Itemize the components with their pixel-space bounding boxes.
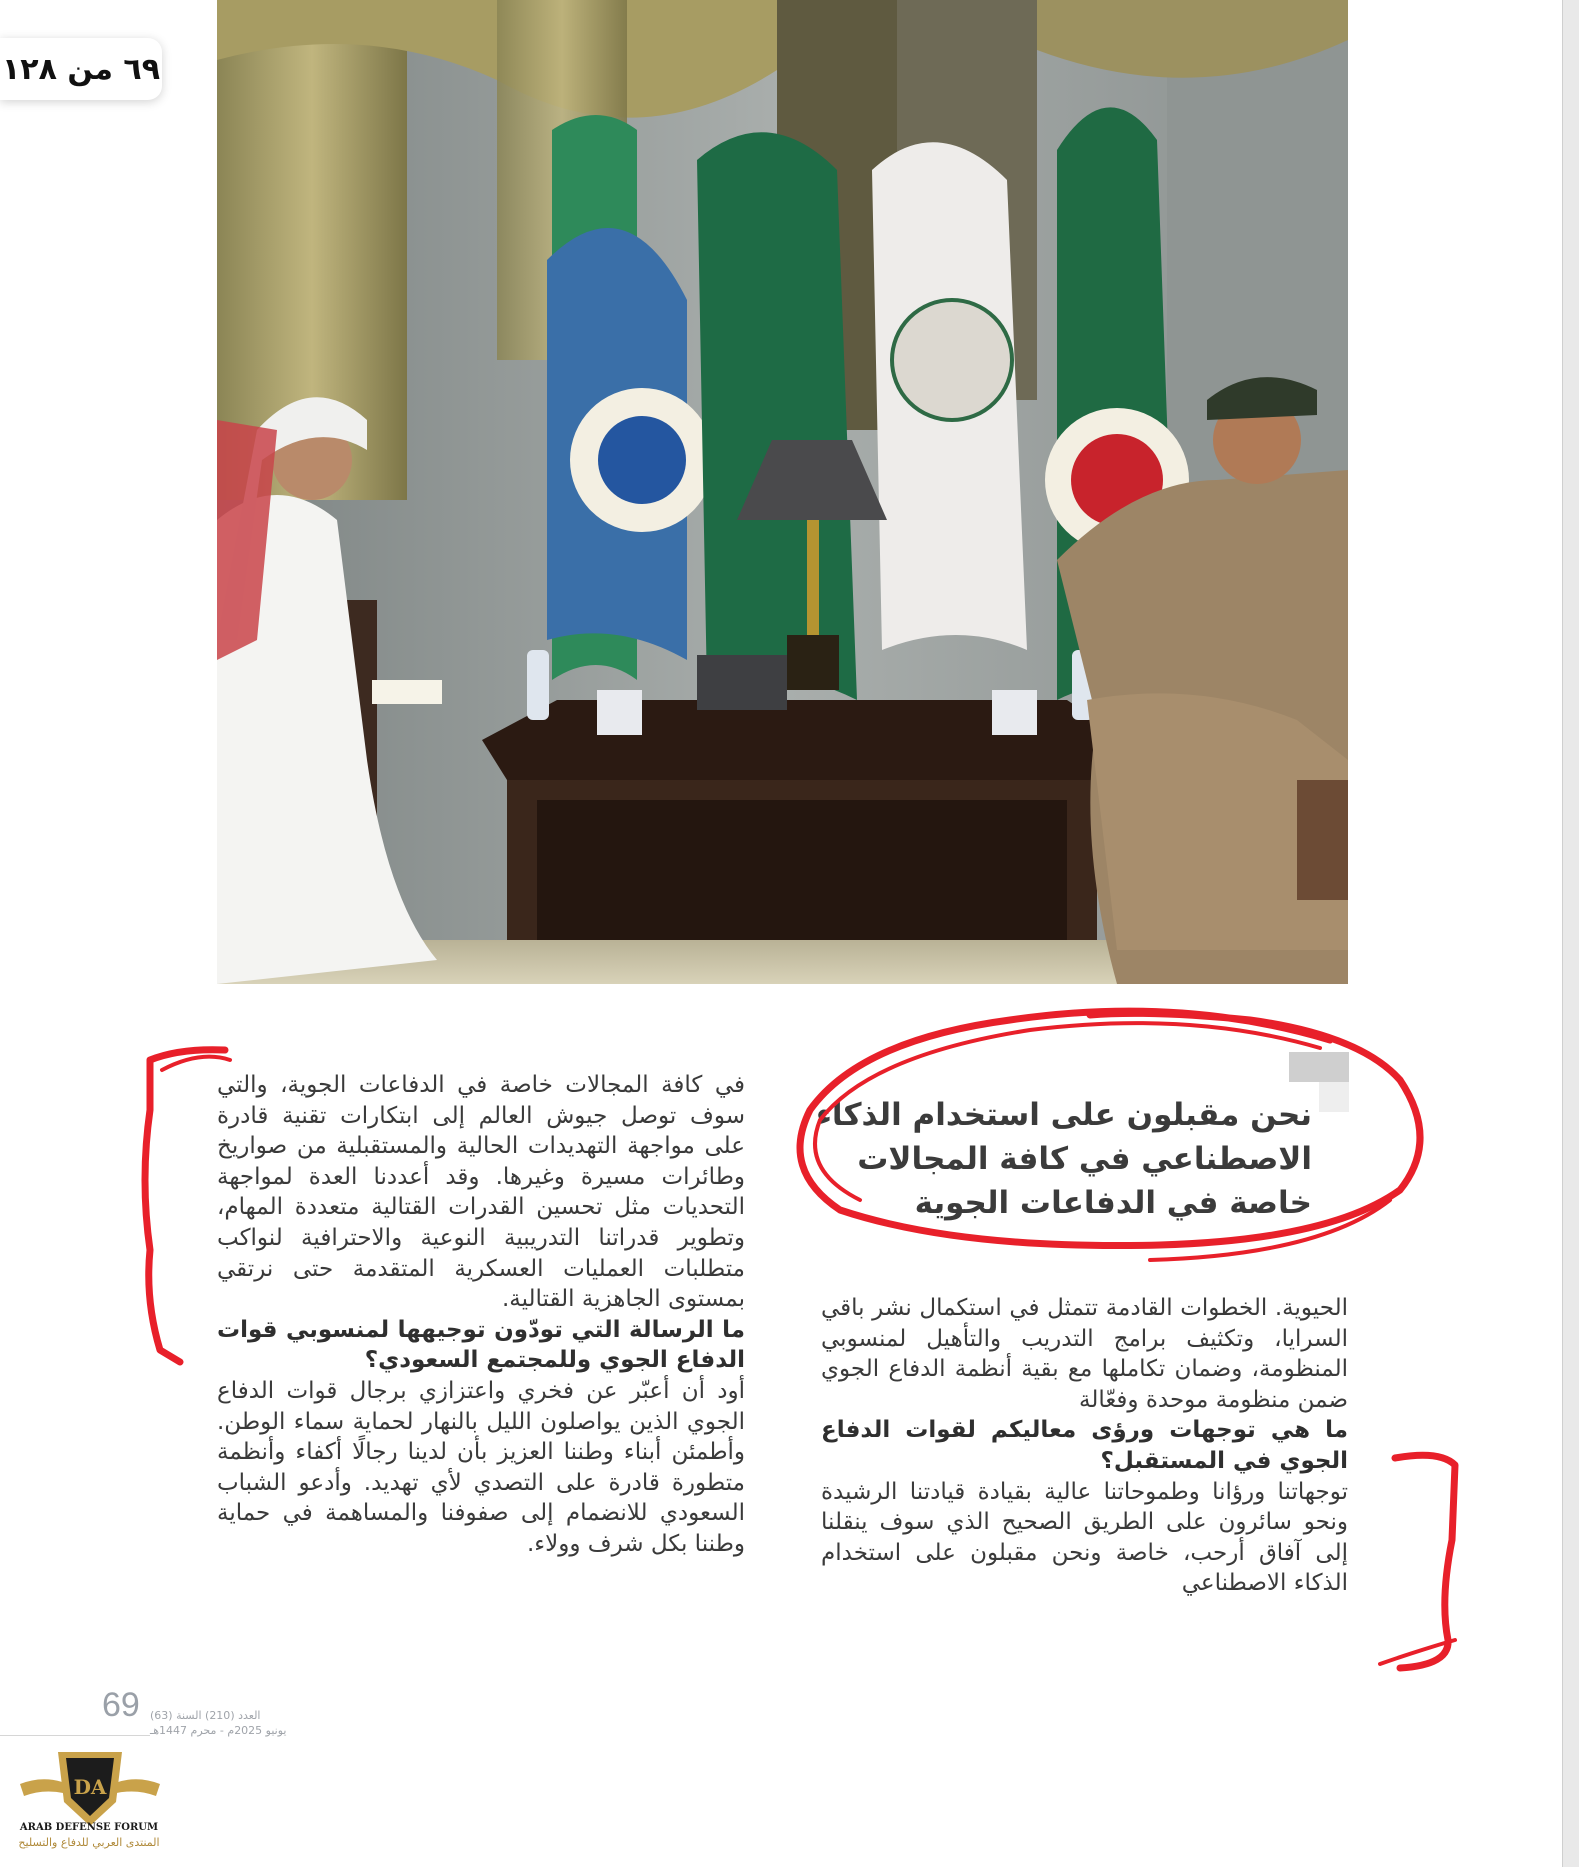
viewer-scrollbar-track[interactable]: [1562, 0, 1579, 1867]
article-column-right: [821, 1293, 1348, 1599]
article-photo: [217, 0, 1348, 984]
page-number: 69: [102, 1686, 140, 1724]
issue-line: العدد (210) السنة (63): [150, 1709, 261, 1722]
article-column-left: [217, 1070, 745, 1560]
issue-info: [150, 1708, 310, 1738]
paragraph: أود أن أعبّر عن فخري واعتزازي برجال قوات الدفاع الجوي الذين يواصلون الليل بالنهار لحماية سماء الوطن. وأطمئن أبناء وطننا العزيز بأن لدينا رجالًا أكفاء وأنظمة متطورة قادرة على التصدي لأي تهديد. وأدعو الشباب السعودي للانضمام إلى صفوفنا والمساهمة في حماية وطننا بكل شرف وولاء.: [217, 1377, 745, 1557]
watermark-name-en: ARAB DEFENSE FORUM: [19, 1822, 159, 1833]
watermark-name-ar: المنتدى العربي للدفاع والتسليح: [18, 1836, 160, 1849]
paragraph: الحيوية. الخطوات القادمة تتمثل في استكمال نشر باقي السرايا، وتكثيف برامج التدريب والتأهيل لمنسوبي المنظومة، وضمان تكاملها مع بقية أنظمة الدفاع الجوي ضمن منظومة موحدة وفعّالة: [821, 1295, 1348, 1413]
interview-question: ما هي توجهات ورؤى معاليكم لقوات الدفاع الجوي في المستقبل؟: [821, 1417, 1348, 1474]
svg-text:DA: DA: [73, 1775, 107, 1799]
article-headline: نحن مقبلون على استخدام الذكاء الاصطناعي في كافة المجالات خاصة في الدفاعات الجوية: [816, 1097, 1312, 1221]
footer-divider: [0, 1735, 150, 1736]
paragraph: في كافة المجالات خاصة في الدفاعات الجوية، والتي سوف توصل جيوش العالم إلى ابتكارات تقنية قادرة على مواجهة التهديدات الحالية والمستقبلية من صواريخ وطائرات مسيرة وغيرها. وقد أعددنا العدة لمواجهة التحديات مثل تحسين القدرات القتالية متعددة المهام، وتطوير قدراتنا التدريبية النوعية والاحترافية لنواكب متطلبات العمليات العسكرية المتقدمة حتى نرتقي بمستوى الجاهزية القتالية.: [217, 1072, 745, 1313]
paragraph: توجهاتنا ورؤانا وطموحاتنا عالية بقيادة قيادتنا الرشيدة ونحو سائرون على الطريق الصحيح الذي سوف ينقلنا إلى آفاق أرحب، خاصة ونحن مقبلون على استخدام الذكاء الاصطناعي: [821, 1478, 1348, 1597]
page-indicator: ٦٩ من ١٢٨: [0, 38, 162, 100]
issue-date: يونيو 2025م - محرم 1447هـ: [150, 1724, 287, 1737]
interview-question: ما الرسالة التي تودّون توجيهها لمنسوبي قوات الدفاع الجوي وللمجتمع السعودي؟: [217, 1316, 745, 1374]
